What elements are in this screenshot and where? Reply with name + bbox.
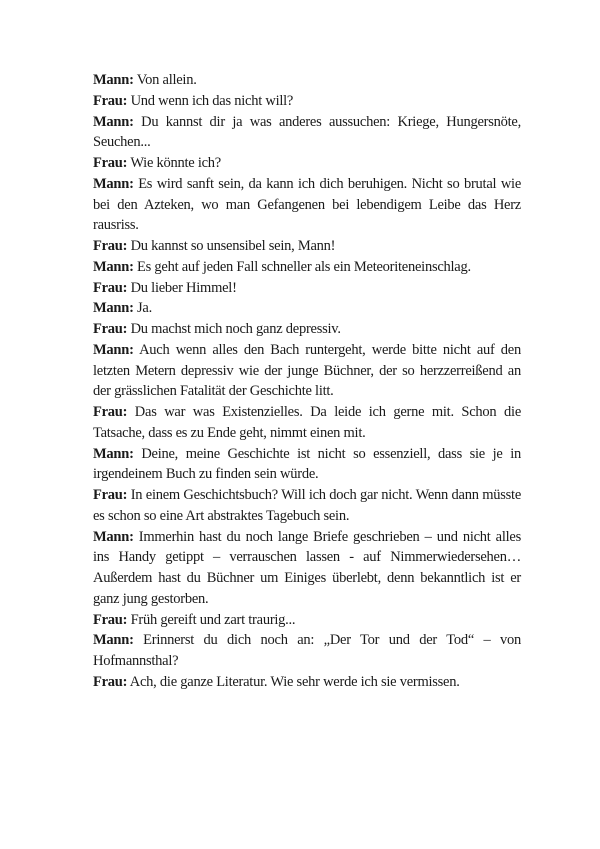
dialogue-turn [93, 174, 521, 236]
dialogue-turn [93, 153, 521, 174]
speaker-label: Frau: [93, 611, 128, 628]
dialogue-text: Wie könnte ich? [130, 155, 221, 171]
speaker-label: Frau: [93, 279, 128, 296]
dialogue-turn [93, 630, 521, 672]
dialogue-turn [93, 70, 521, 91]
dialogue-text: Du machst mich noch ganz depressiv. [130, 321, 341, 337]
dialogue-turn [93, 257, 521, 278]
dialogue-text: Immerhin hast du noch lange Briefe geschrieben – und nicht alles ins Handy getippt – verrauschen lassen - auf Nimmerwiedersehen… Außerdem hast du Büchner um Einiges überlebt, denn bekanntlich ist er ganz jung gestorben. [93, 528, 521, 607]
dialogue-turn [93, 319, 521, 340]
speaker-label: Mann: [93, 445, 134, 462]
dialogue-text: Ach, die ganze Literatur. Wie sehr werde ich sie vermissen. [129, 673, 460, 690]
dialogue-turn [93, 298, 521, 319]
dialogue-turn [93, 112, 521, 154]
dialogue-text: Auch wenn alles den Bach runtergeht, werde bitte nicht auf den letzten Metern depressiv wie der junge Büchner, der so herzzerreißend an der grässlichen Fatalität der Geschichte litt. [93, 341, 521, 400]
dialogue-text: Erinnerst du dich noch an: „Der Tor und der Tod“ – von Hofmannsthal? [93, 632, 521, 669]
dialogue-turn [93, 444, 521, 486]
dialogue-turn [93, 402, 521, 444]
dialogue-text: Ja. [137, 300, 152, 317]
speaker-label: Frau: [93, 404, 128, 420]
dialogue-turn [93, 485, 521, 527]
speaker-label: Frau: [93, 487, 128, 503]
dialogue-text: Es geht auf jeden Fall schneller als ein Meteoriteneinschlag. [137, 258, 471, 275]
dialogue-text: Früh gereift und zart traurig... [130, 611, 296, 628]
dialogue-turn [93, 278, 521, 299]
speaker-label: Mann: [93, 72, 134, 88]
speaker-label: Mann: [93, 258, 134, 275]
dialogue-text: Das war was Existenzielles. Da leide ich gerne mit. Schon die Tatsache, dass es zu Ende geht, nimmt einen mit. [93, 404, 521, 441]
speaker-label: Frau: [93, 155, 128, 171]
dialogue-text: Du lieber Himmel! [130, 279, 237, 296]
dialogue-turn [93, 527, 521, 610]
dialogue-text: Du kannst so unsensibel sein, Mann! [130, 238, 336, 254]
speaker-label: Mann: [93, 341, 134, 358]
dialogue-text-block [93, 70, 521, 693]
dialogue-text: Und wenn ich das nicht will? [130, 92, 294, 109]
dialogue-text: In einem Geschichtsbuch? Will ich doch gar nicht. Wenn dann müsste es schon so eine Art abstraktes Tagebuch sein. [93, 487, 522, 524]
speaker-label: Mann: [93, 300, 134, 317]
dialogue-turn [93, 672, 521, 693]
dialogue-turn [93, 236, 521, 257]
speaker-label: Frau: [93, 673, 128, 690]
dialogue-text: Von allein. [136, 72, 197, 88]
dialogue-text: Du kannst dir ja was anderes aussuchen: Kriege, Hungersnöte, Seuchen... [93, 113, 521, 151]
speaker-label: Frau: [93, 321, 128, 337]
dialogue-text: Deine, meine Geschichte ist nicht so essenziell, dass sie je in irgendeinem Buch zu finden sein würde. [93, 445, 521, 483]
speaker-label: Mann: [93, 175, 134, 192]
speaker-label: Mann: [93, 113, 134, 130]
speaker-label: Mann: [93, 528, 134, 545]
dialogue-turn [93, 340, 521, 402]
speaker-label: Mann: [93, 632, 134, 649]
speaker-label: Frau: [93, 92, 128, 109]
speaker-label: Frau: [93, 238, 128, 254]
dialogue-text: Es wird sanft sein, da kann ich dich beruhigen. Nicht so brutal wie bei den Azteken, wo man Gefangenen bei lebendigem Leibe das Herz rausriss. [93, 175, 522, 234]
dialogue-turn [93, 91, 521, 112]
dialogue-turn [93, 610, 521, 631]
